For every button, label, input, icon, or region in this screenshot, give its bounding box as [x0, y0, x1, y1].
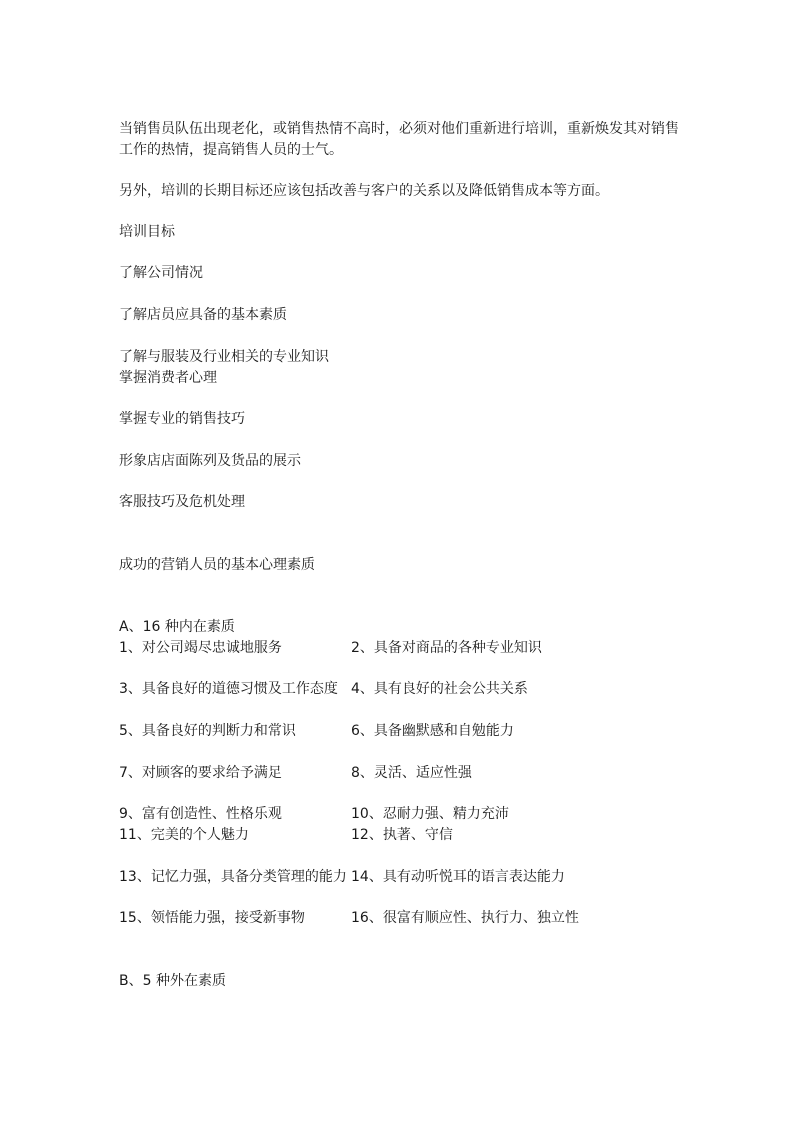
quality-item: 12、执著、守信: [351, 827, 453, 843]
intro-paragraph-line-1: 当销售员队伍出现老化，或销售热情不高时，必须对他们重新进行培训，重新焕发其对销售: [119, 121, 679, 137]
qualities-heading: 成功的营销人员的基本心理素质: [119, 557, 315, 573]
quality-item: 8、灵活、适应性强: [351, 765, 472, 781]
quality-item: 10、忍耐力强、精力充沛: [351, 806, 509, 822]
goal-item: 掌握消费者心理: [119, 370, 217, 386]
quality-item: 14、具有动听悦耳的语言表达能力: [351, 869, 565, 885]
quality-item: 2、具备对商品的各种专业知识: [351, 640, 542, 656]
quality-item: 9、富有创造性、性格乐观: [119, 806, 282, 822]
quality-item: 11、完美的个人魅力: [119, 827, 249, 843]
goal-item: 了解与服装及行业相关的专业知识: [119, 349, 329, 365]
quality-item: 1、对公司竭尽忠诚地服务: [119, 640, 282, 656]
quality-item: 7、对顾客的要求给予满足: [119, 765, 282, 781]
goal-item: 形象店店面陈列及货品的展示: [119, 453, 301, 469]
quality-item: 4、具有良好的社会公共关系: [351, 681, 528, 697]
quality-item: 3、具备良好的道德习惯及工作态度: [119, 681, 338, 697]
goal-item: 了解店员应具备的基本素质: [119, 307, 287, 323]
quality-item: 16、很富有顺应性、执行力、独立性: [351, 910, 579, 926]
goal-item: 掌握专业的销售技巧: [119, 411, 245, 427]
training-goals-heading: 培训目标: [119, 224, 175, 240]
intro-paragraph-line-3: 另外，培训的长期目标还应该包括改善与客户的关系以及降低销售成本等方面。: [119, 183, 609, 199]
quality-item: 15、领悟能力强，接受新事物: [119, 910, 305, 926]
section-a-heading: A、16 种内在素质: [119, 619, 235, 635]
goal-item: 客服技巧及危机处理: [119, 494, 245, 510]
quality-item: 6、具备幽默感和自勉能力: [351, 723, 514, 739]
quality-item: 5、具备良好的判断力和常识: [119, 723, 296, 739]
goal-item: 了解公司情况: [119, 265, 203, 281]
quality-item: 13、记忆力强，具备分类管理的能力: [119, 869, 347, 885]
intro-paragraph-line-2: 工作的热情，提高销售人员的士气。: [119, 142, 343, 158]
section-b-heading: B、5 种外在素质: [119, 973, 226, 989]
